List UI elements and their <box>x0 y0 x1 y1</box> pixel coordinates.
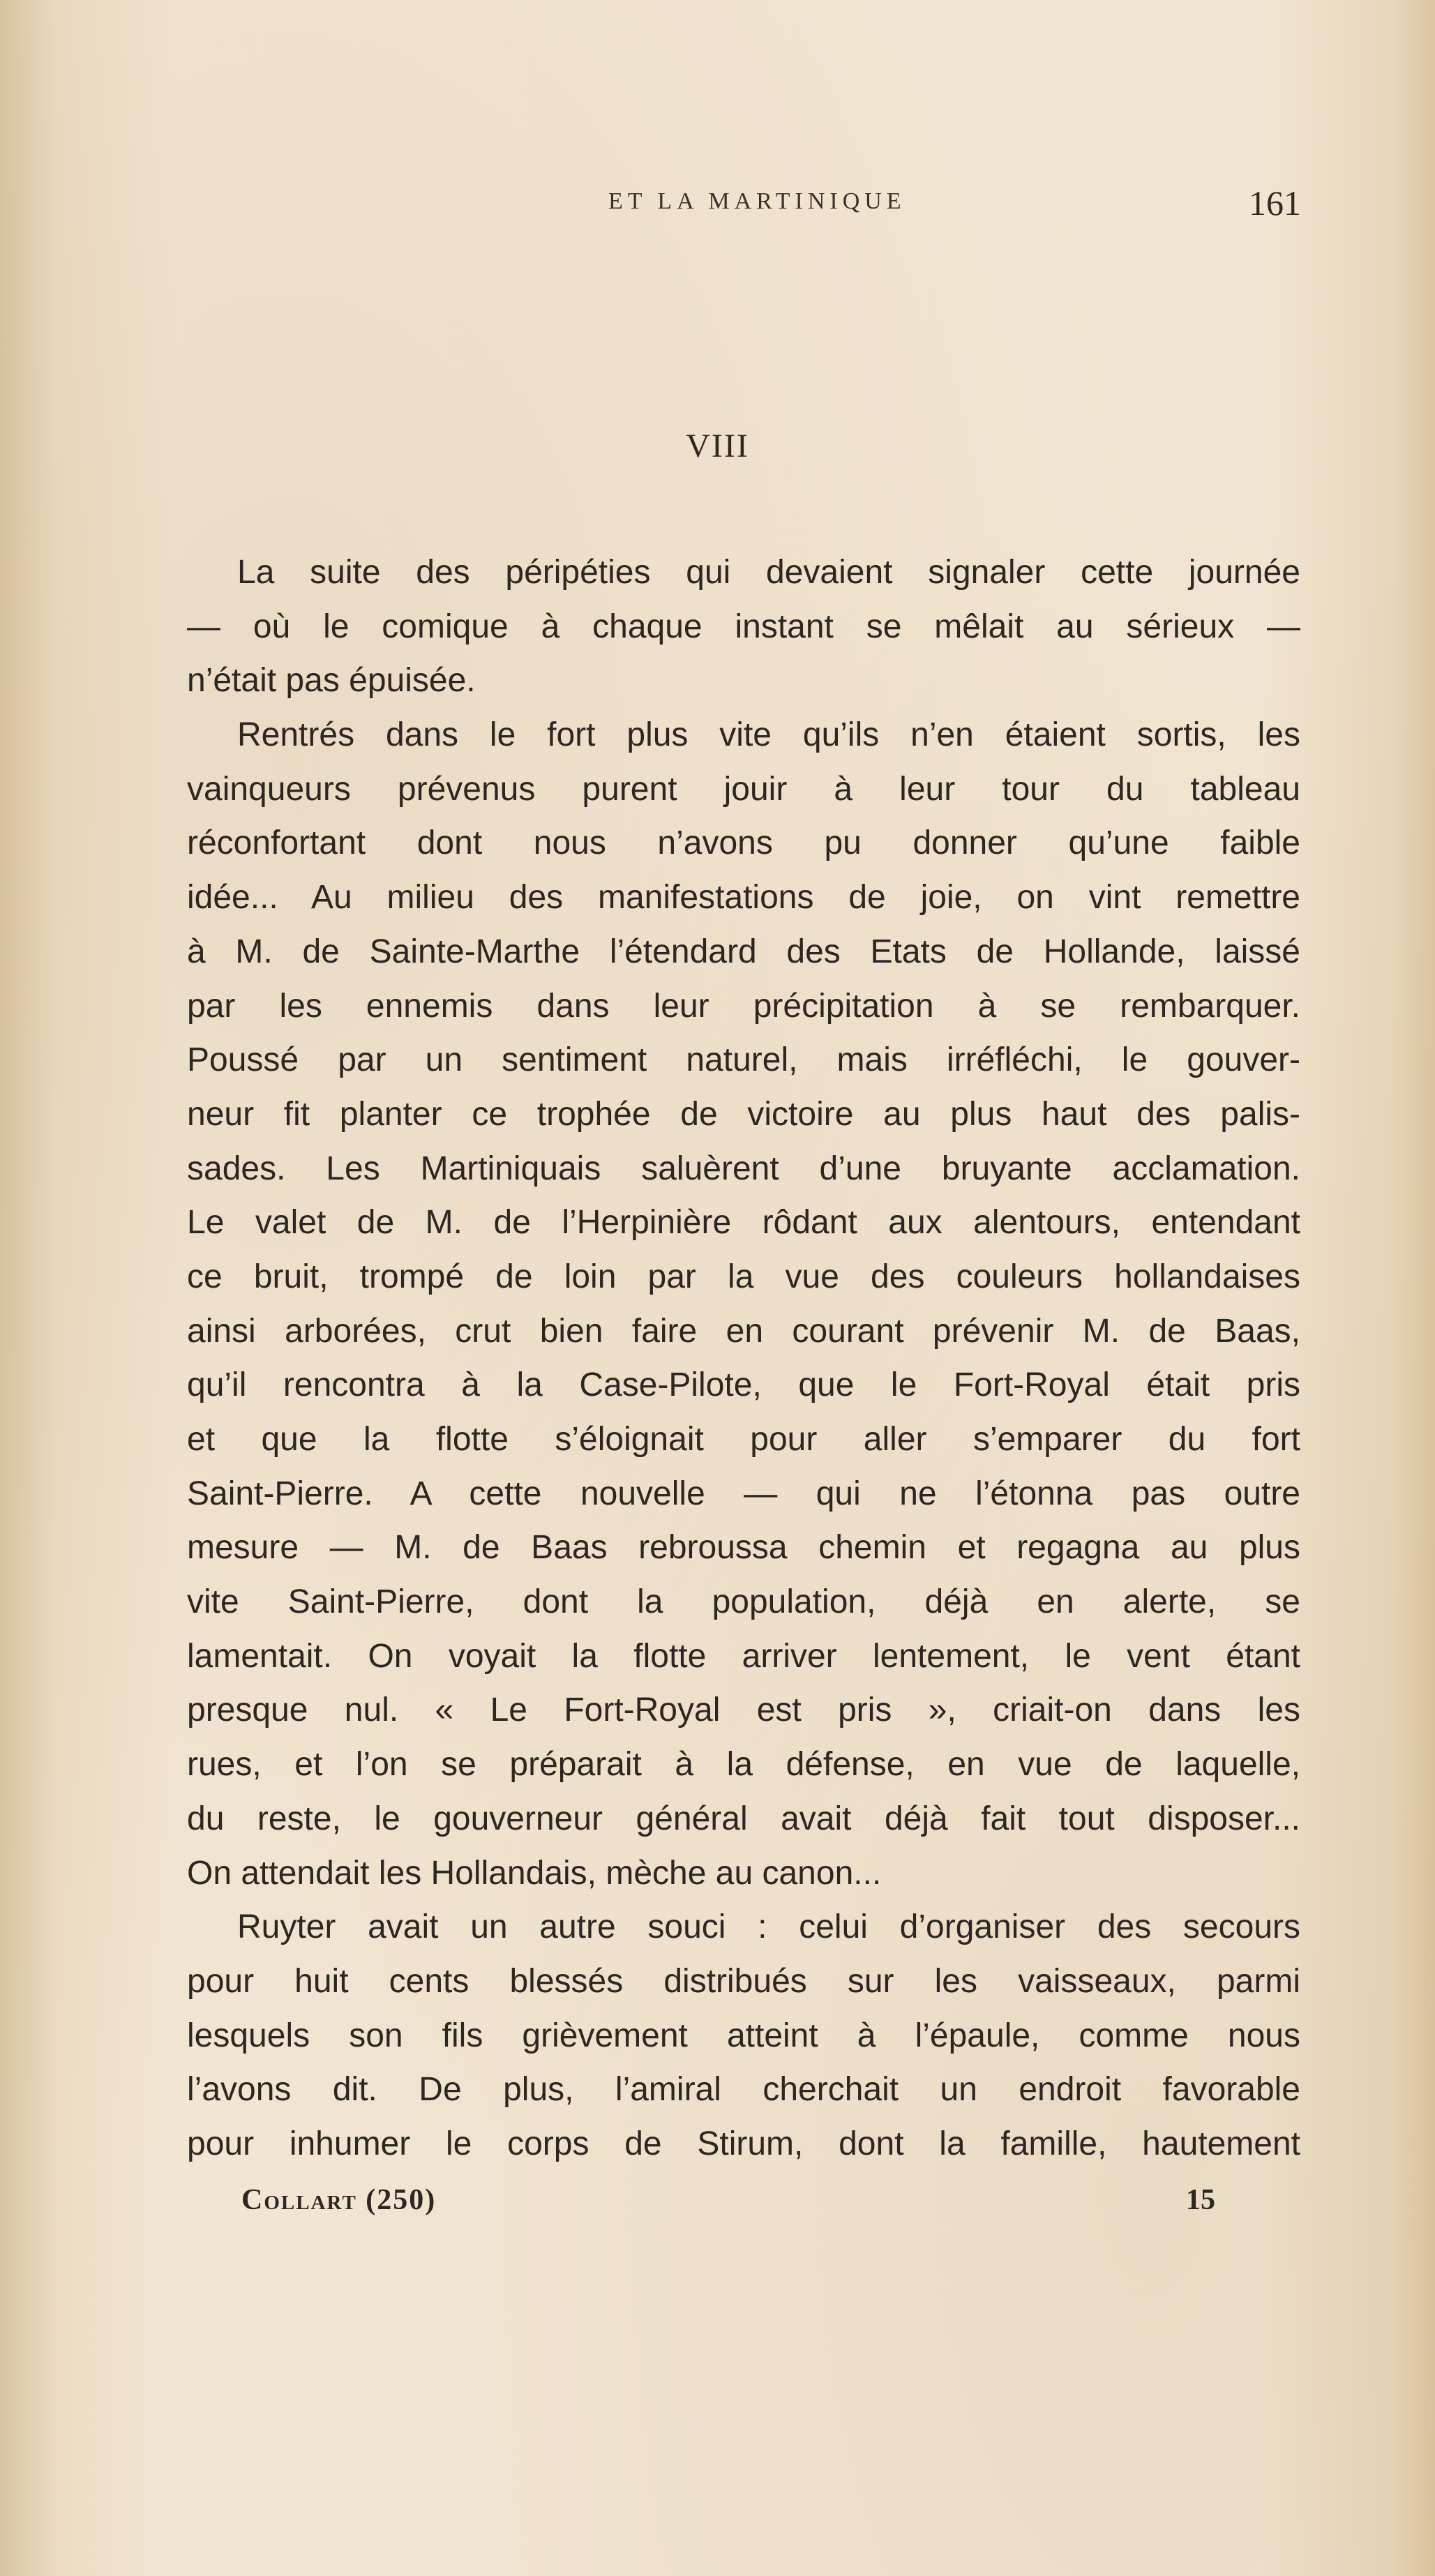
page-footer <box>0 2183 1435 2232</box>
chapter-heading: VIII <box>686 428 749 465</box>
text-line: La suite des péripéties qui devaient signaler cette journée <box>237 554 1300 591</box>
text-line: rues, et l’on se préparait à la défense, en vue de laquelle, <box>187 1746 1300 1784</box>
text-line: réconfortant dont nous n’avons pu donner qu’une faible <box>187 824 1300 862</box>
text-line: Le valet de M. de l’Herpinière rôdant aux alentours, entendant <box>187 1204 1300 1242</box>
sheet-number: 15 <box>1186 2184 1215 2216</box>
text-line: l’avons dit. De plus, l’amiral cherchait un endroit favorable <box>187 2071 1300 2109</box>
text-line: — où le comique à chaque instant se mêlait au sérieux — <box>187 608 1300 645</box>
text-line: idée... Au milieu des manifestations de joie, on vint remettre <box>187 879 1300 917</box>
text-line: Rentrés dans le fort plus vite qu’ils n’en étaient sortis, les <box>237 716 1300 754</box>
text-line: qu’il rencontra à la Case-Pilote, que le Fort-Royal était pris <box>187 1366 1300 1404</box>
running-title: ET LA MARTINIQUE <box>608 188 906 214</box>
running-head <box>0 183 1435 239</box>
text-line: vite Saint-Pierre, dont la population, déjà en alerte, se <box>187 1583 1300 1621</box>
text-line: lesquels son fils grièvement atteint à l’épaule, comme nous <box>187 2017 1300 2054</box>
page-number: 161 <box>1249 183 1301 223</box>
text-line: Ruyter avait un autre souci : celui d’organiser des secours <box>237 1908 1300 1946</box>
printer-signature: Collart (250) <box>241 2184 437 2216</box>
text-line: à M. de Sainte-Marthe l’étendard des Etats de Hollande, laissé <box>187 933 1300 970</box>
text-line: par les ennemis dans leur précipitation à se rembarquer. <box>187 987 1300 1025</box>
body-text <box>187 545 1300 2171</box>
text-line: et que la flotte s’éloignait pour aller s’emparer du fort <box>187 1421 1300 1458</box>
text-line: presque nul. « Le Fort-Royal est pris », criait-on dans les <box>187 1692 1300 1729</box>
text-line: n’était pas épuisée. <box>187 662 476 700</box>
text-line: pour inhumer le corps de Stirum, dont la famille, hautement <box>187 2125 1300 2162</box>
text-line: lamentait. On voyait la flotte arriver lentement, le vent étant <box>187 1637 1300 1675</box>
text-line: On attendait les Hollandais, mèche au canon... <box>187 1854 882 1892</box>
text-line: ce bruit, trompé de loin par la vue des couleurs hollandaises <box>187 1258 1300 1295</box>
text-line: vainqueurs prévenus purent jouir à leur tour du tableau <box>187 770 1300 808</box>
text-line: neur fit planter ce trophée de victoire au plus haut des palis- <box>187 1095 1300 1133</box>
text-line: Saint-Pierre. A cette nouvelle — qui ne l’étonna pas outre <box>187 1475 1300 1512</box>
text-line: Poussé par un sentiment naturel, mais irréfléchi, le gouver- <box>187 1041 1300 1079</box>
text-line: du reste, le gouverneur général avait déjà fait tout disposer... <box>187 1800 1300 1837</box>
text-line: ainsi arborées, crut bien faire en courant prévenir M. de Baas, <box>187 1312 1300 1350</box>
text-line: mesure — M. de Baas rebroussa chemin et regagna au plus <box>187 1529 1300 1567</box>
text-line: pour huit cents blessés distribués sur les vaisseaux, parmi <box>187 1962 1300 2000</box>
text-line: sades. Les Martiniquais saluèrent d’une bruyante acclamation. <box>187 1150 1300 1187</box>
